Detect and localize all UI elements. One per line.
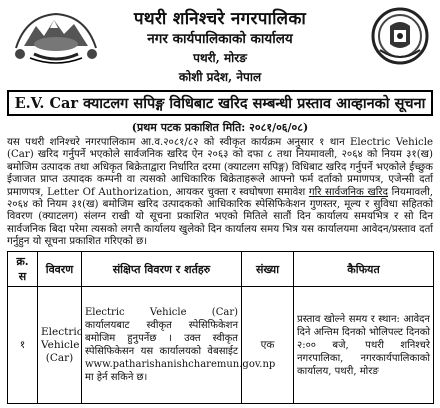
col-header-description: संक्षिप्त विवरण र शर्तहरु xyxy=(82,252,242,287)
municipality-name: पथरी शनिश्चरे नगरपालिका xyxy=(133,9,307,29)
cell-quantity: एक xyxy=(242,287,294,404)
cell-remarks: प्रस्ताव खोल्ने समय र स्थान: आवेदन दिने अन्तिम दिनको भोलिपल्ट दिनको २:०० बजे, पथरी शनिश्चरे नगरपालिका, नगरकार्यपालिकाको कार्यालय, पथरी, मोरङ xyxy=(294,287,434,404)
notice-body-highlight: गरि सार्वजनिक खरिद xyxy=(308,186,388,198)
table-row xyxy=(8,287,434,404)
col-header-item: विवरण xyxy=(38,252,82,287)
office-name: नगर कार्यपालिकाको कार्यालय xyxy=(147,31,293,47)
office-location: पथरी, मोरङ xyxy=(193,51,247,65)
notice-title: E.V. Car क्याटलग सपिङ्ग विधिबाट खरिद सम्बन्धी प्रस्ताव आव्हानको सूचना xyxy=(7,90,433,116)
cell-description: Electric Vehicle (Car) कार्यालयबाट स्वीकृत स्पेसिफिकेशन बमोजिम हुनुपर्नेछ । उक्त स्वीकृत स्पेसिफिकेसन यस कार्यालयको वेबसाईट www.patharishanishcharemun.gov.np मा हेर्न सकिने छ। xyxy=(82,287,242,404)
procurement-table xyxy=(7,251,434,404)
province-name: कोशी प्रदेश, नेपाल xyxy=(178,70,262,84)
table-header-row xyxy=(8,252,434,287)
public-notice xyxy=(4,2,436,404)
col-header-sn: क्र. स xyxy=(8,252,38,287)
publication-date: (प्रथम पटक प्रकाशित मिति: २०८१/०६/०८) xyxy=(131,121,309,134)
col-header-quantity: संख्या xyxy=(242,252,294,287)
notice-body-part1: यस पथरी शनिश्चरे नगरपालिकाम आ.व.२०८१/८२ को स्वीकृत कार्यक्रम अनुसार १ थान Electric Vehicle (Car) खरिद गर्नुपर्ने भएकोले सार्वजनिक खरिद ऐन २०६३ को दफा ८ तथा नियमावली, २०६४ को नियम ३१(ख) बमोजिम उत्पादक तथा अधिकृत बिक्रेताद्वारा निर्धारित दरमा (क्याटलग सपिङ्ग) विधिबाट खरिद गर्नुपर्ने भएकोले ईच्छुक ईजाजत प्राप्त उत्पादक कम्पनी वा त्यसको आधिकारिक बिक्रेताहरूले आफ्नो फर्म दर्ताको प्रमाणपत्र, एजेन्सी दर्ता प्रमाणपत्र, Letter Of Authorization, आयकर चुक्ता र स्वघोषणा समावेश xyxy=(7,137,433,198)
col-header-remarks: कैफियत xyxy=(294,252,434,287)
notice-body-part2: नियमावली, २०६४ को नियम ३१(ख) बमोजिम खरिद उत्पादकको आधिकारिक स्पेसिफिकेशन गुणस्तर, मूल्य र सुविधा सहितको विवरण (क्याटलग) संलग्न राखी यो सूचना प्रकाशित भएको मितिले सातौं दिन कार्यालय समयभित्र र सो दिन सार्वजनिक बिदा परेमा त्यसको लगत्तै कार्यालय खुलेको दिन कार्यालय समय भित्र यस कार्यालयमा आवेदन/प्रस्ताव दर्ता गर्नुहुन यो सूचना प्रकाशित गरिएको छ। xyxy=(7,186,433,248)
cell-sn: १ xyxy=(8,287,38,404)
cell-item: Electric Vehicle (Car) xyxy=(38,287,82,404)
notice-body xyxy=(7,137,433,249)
